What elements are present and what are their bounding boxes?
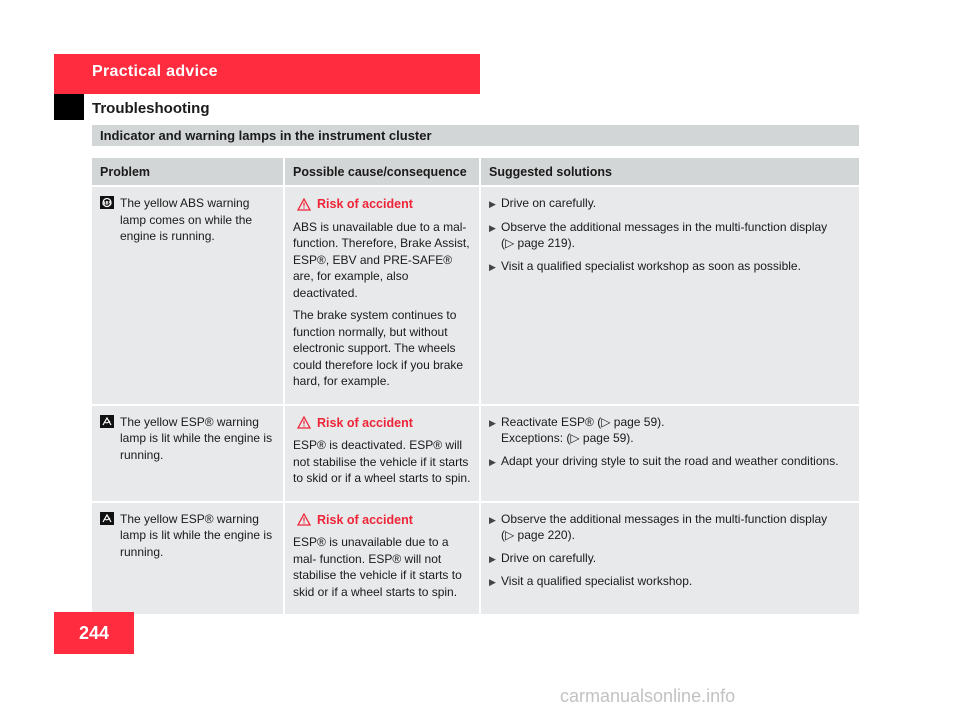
problem-text: The yellow ESP® warning lamp is lit while the engine is running. (120, 511, 273, 559)
chapter-title: Practical advice (92, 63, 218, 80)
page-number: 244 (54, 612, 134, 654)
solutions-cell (479, 404, 859, 501)
header-problem: Problem (92, 158, 283, 185)
abs-warning-icon (100, 196, 114, 209)
svg-text:ABS: ABS (102, 200, 112, 206)
arrow-icon: ▶ (489, 514, 496, 525)
solution-item: ▶ Observe the additional messages in the multi-function display (▷ page 220). (489, 511, 828, 542)
risk-warning (297, 415, 471, 432)
header-solutions: Suggested solutions (479, 158, 859, 185)
cause-text: ABS is unavailable due to a mal- function. Therefore, Brake Assist, ESP®, EBV and PRE-SAFE® are, for example, also deactivated. (293, 219, 470, 300)
esp-warning-icon (100, 512, 114, 525)
cause-cell (283, 404, 479, 501)
table-row (92, 501, 859, 615)
arrow-icon: ▶ (489, 577, 496, 587)
table-row (92, 185, 859, 404)
cause-cell (283, 185, 479, 404)
solutions-cell (479, 501, 859, 615)
risk-warning (297, 196, 471, 213)
chapter-banner (54, 54, 480, 94)
solution-item: ▶ Reactivate ESP® (▷ page 59). Exceptions: (▷ page 59). (489, 414, 665, 445)
solutions-cell (479, 185, 859, 404)
cause-cell (283, 501, 479, 615)
solution-item: ▶ Visit a qualified specialist workshop as soon as possible. (489, 258, 851, 276)
solution-item: ▶ Drive on carefully. (489, 550, 851, 568)
risk-label: Risk of accident (317, 197, 413, 211)
arrow-icon: ▶ (489, 199, 496, 209)
arrow-icon: ▶ (489, 417, 496, 428)
section-marker (54, 94, 84, 120)
cluster-title: Indicator and warning lamps in the instrument cluster (92, 125, 859, 146)
solution-item: ▶ Visit a qualified specialist workshop. (489, 573, 851, 591)
section-title: Troubleshooting (92, 100, 210, 117)
solution-item: ▶ Adapt your driving style to suit the road and weather conditions. (489, 453, 851, 471)
table-header-row (92, 158, 859, 185)
risk-label: Risk of accident (317, 415, 413, 430)
troubleshooting-table (92, 158, 859, 614)
risk-label: Risk of accident (317, 512, 413, 527)
problem-cell (92, 185, 283, 404)
arrow-icon: ▶ (489, 456, 496, 467)
cause-text: ESP® is deactivated. ESP® will not stabilise the vehicle if it starts to skid or if a wheel starts to spin. (293, 438, 471, 485)
warning-triangle-icon (297, 416, 311, 429)
solution-item: ▶ Drive on carefully. (489, 195, 851, 213)
problem-text: The yellow ABS warning lamp comes on while the engine is running. (120, 196, 253, 243)
arrow-icon: ▶ (489, 553, 496, 564)
cause-text: ESP® is unavailable due to a mal- function. ESP® will not stabilise the vehicle if it starts to skid or if a wheel starts to spin. (293, 535, 462, 599)
header-cause: Possible cause/consequence (283, 158, 479, 185)
warning-triangle-icon (297, 513, 311, 526)
arrow-icon: ▶ (489, 261, 496, 272)
watermark: carmanualsonline.info (560, 686, 736, 706)
problem-cell (92, 501, 283, 615)
arrow-icon: ▶ (489, 222, 496, 233)
problem-text: The yellow ESP® warning lamp is lit while the engine is running. (120, 414, 273, 462)
problem-cell (92, 404, 283, 501)
solution-item: ▶ Observe the additional messages in the multi-function display (▷ page 219). (489, 219, 828, 250)
cause-text: The brake system continues to function normally, but without electronic support. The wheels could therefore lock if you brake hard, for example. (293, 308, 464, 388)
esp-warning-icon (100, 415, 114, 428)
table-row (92, 404, 859, 501)
warning-triangle-icon (297, 198, 311, 211)
risk-warning (297, 512, 471, 529)
